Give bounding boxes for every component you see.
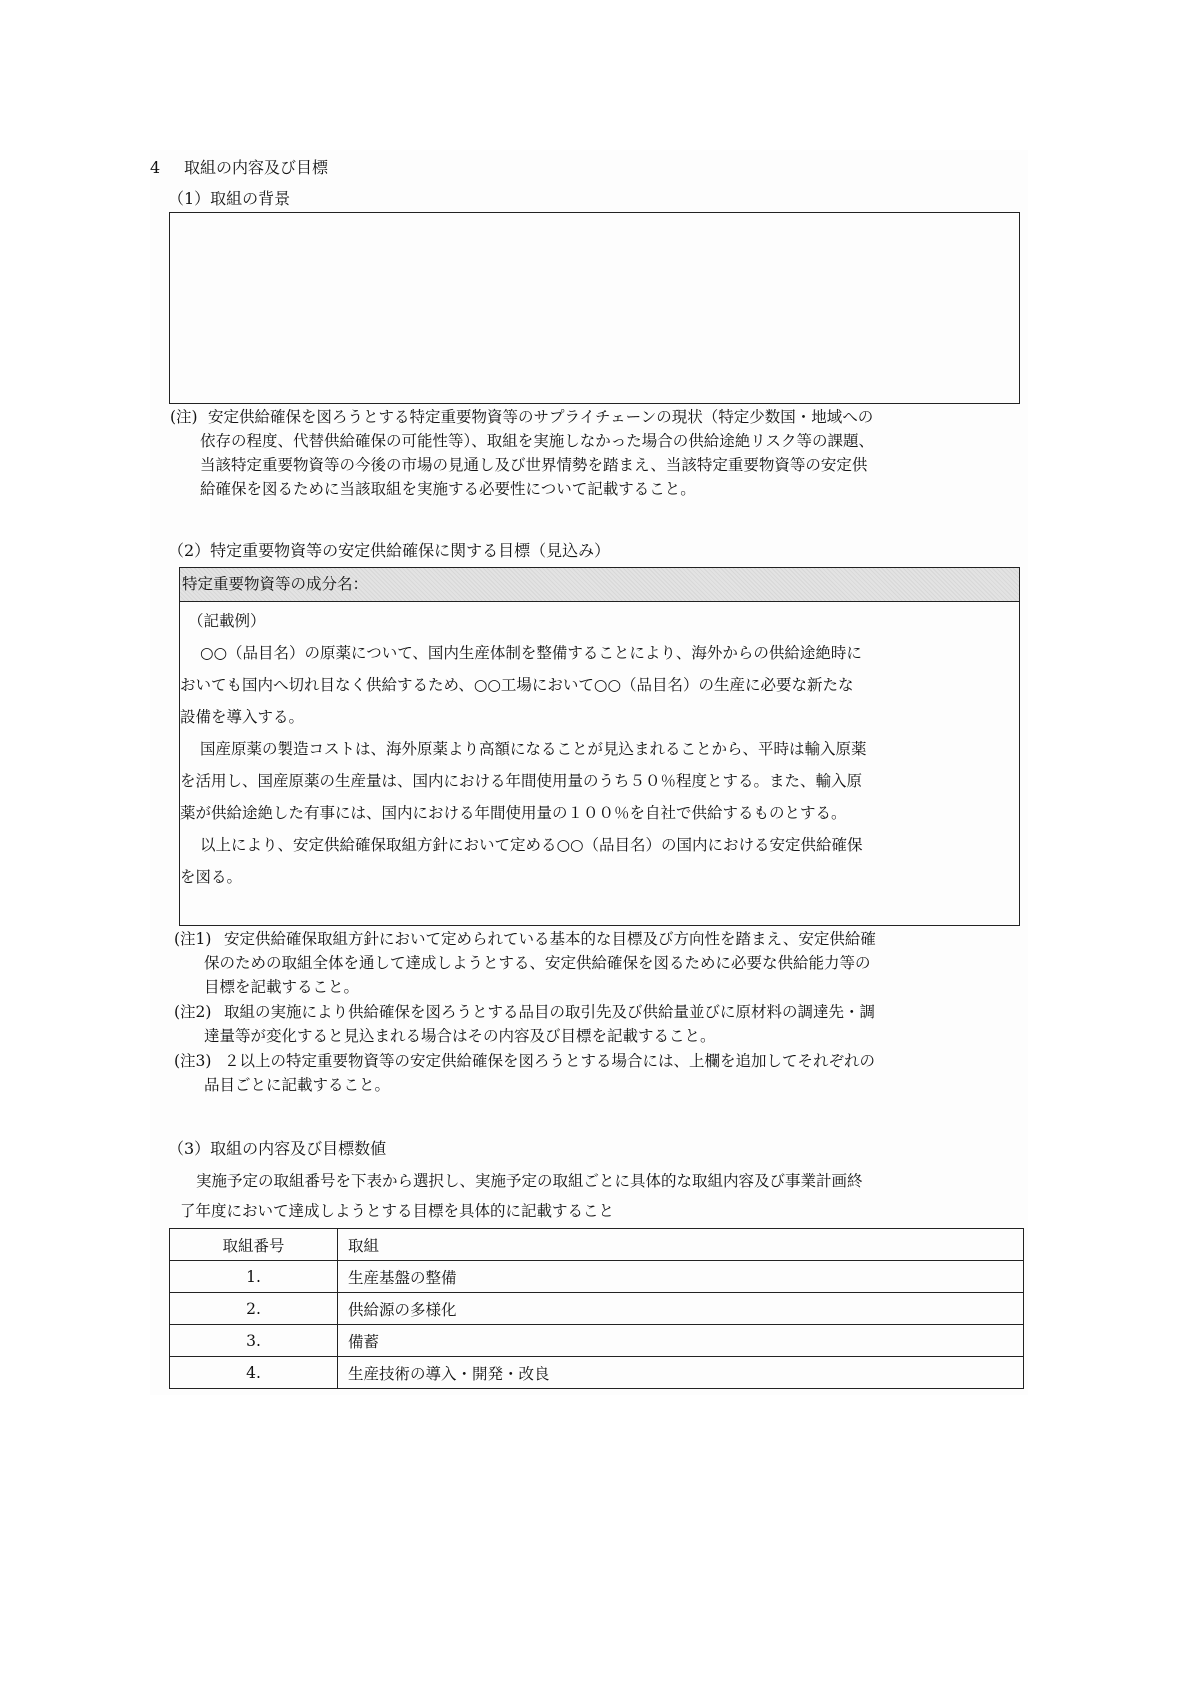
row-number: 1. xyxy=(170,1261,338,1293)
s3-heading: （3）取組の内容及び目標数値 xyxy=(168,1139,387,1158)
initiative-table xyxy=(169,1228,1024,1389)
intro-line: 実施予定の取組番号を下表から選択し、実施予定の取組ごとに具体的な取組内容及び事業計画終 xyxy=(196,1172,863,1190)
note-line: 品目ごとに記載すること。 xyxy=(204,1076,391,1094)
s2-heading: （2）特定重要物資等の安定供給確保に関する目標（見込み） xyxy=(168,541,611,560)
row-number: 4. xyxy=(170,1357,338,1389)
row-number: 2. xyxy=(170,1293,338,1325)
section-number: 4 xyxy=(150,158,161,177)
note-line: 当該特定重要物資等の今後の市場の見通し及び世界情勢を踏まえ、当該特定重要物資等の安定供 xyxy=(200,456,868,474)
target-entry-box[interactable] xyxy=(179,567,1020,926)
section-title: 取組の内容及び目標 xyxy=(184,158,329,177)
component-name-label: 特定重要物資等の成分名： xyxy=(180,568,1019,602)
note-head: (注3) xyxy=(174,1052,212,1070)
header-number: 取組番号 xyxy=(170,1229,338,1261)
example-line: おいても国内へ切れ目なく供給するため、○○工場において○○（品目名）の生産に必要な新たな xyxy=(180,676,854,694)
intro-line: 了年度において達成しようとする目標を具体的に記載すること xyxy=(180,1202,615,1220)
note-head: (注2) xyxy=(174,1003,212,1021)
example-line: 薬が供給途絶した有事には、国内における年間使用量の１００％を自社で供給するものとする。 xyxy=(180,804,847,822)
row-initiative: 生産基盤の整備 xyxy=(338,1261,1024,1293)
note-line: 保のための取組全体を通して達成しようとする、安定供給確保を図るために必要な供給能力等の xyxy=(204,954,871,972)
section-heading xyxy=(150,155,328,178)
background-entry-box[interactable] xyxy=(169,212,1020,404)
note-head: (注) xyxy=(170,408,198,426)
s2-note-2 xyxy=(174,1000,1026,1048)
row-initiative: 備蓄 xyxy=(338,1325,1024,1357)
note-line: 安定供給確保取組方針において定められている基本的な目標及び方向性を踏まえ、安定供給確 xyxy=(224,930,876,948)
table-row[interactable] xyxy=(170,1293,1024,1325)
header-initiative: 取組 xyxy=(338,1229,1024,1261)
s1-heading: （1）取組の背景 xyxy=(168,189,291,208)
example-line: を活用し、国産原薬の生産量は、国内における年間使用量のうち５０％程度とする。また、輸入原 xyxy=(180,772,863,790)
example-line: 国産原薬の製造コストは、海外原薬より高額になることが見込まれることから、平時は輸入原薬 xyxy=(200,740,867,758)
example-line: を図る。 xyxy=(180,868,243,886)
s1-note xyxy=(170,405,1026,501)
s3-intro xyxy=(176,1165,1026,1229)
note-line: 達量等が変化すると見込まれる場合はその内容及び目標を記載すること。 xyxy=(204,1027,716,1045)
table-row[interactable] xyxy=(170,1325,1024,1357)
table-row[interactable] xyxy=(170,1357,1024,1389)
table-header-row xyxy=(170,1229,1024,1261)
example-line: 以上により、安定供給確保取組方針において定める○○（品目名）の国内における安定供給確保 xyxy=(200,836,863,854)
note-line: 目標を記載すること。 xyxy=(204,978,360,996)
note-line: 安定供給確保を図ろうとする特定重要物資等のサプライチェーンの現状（特定少数国・地域への xyxy=(208,408,874,426)
row-number: 3. xyxy=(170,1325,338,1357)
table-row[interactable] xyxy=(170,1261,1024,1293)
s2-note-1 xyxy=(174,927,1026,999)
row-initiative: 供給源の多様化 xyxy=(338,1293,1024,1325)
example-heading: （記載例） xyxy=(188,612,266,630)
note-line: 依存の程度、代替供給確保の可能性等）、取組を実施しなかった場合の供給途絶リスク等の課題、 xyxy=(200,432,874,450)
note-head: (注1) xyxy=(174,930,212,948)
example-line: ○○（品目名）の原薬について、国内生産体制を整備することにより、海外からの供給途絶時に xyxy=(200,644,862,662)
row-initiative: 生産技術の導入・開発・改良 xyxy=(338,1357,1024,1389)
example-line: 設備を導入する。 xyxy=(180,708,305,726)
note-line: 給確保を図るために当該取組を実施する必要性について記載すること。 xyxy=(200,480,696,498)
note-line: ２以上の特定重要物資等の安定供給確保を図ろうとする場合には、上欄を追加してそれぞれの xyxy=(224,1052,876,1070)
s2-note-3 xyxy=(174,1049,1026,1097)
note-line: 取組の実施により供給確保を図ろうとする品目の取引先及び供給量並びに原材料の調達先・調 xyxy=(224,1003,876,1021)
